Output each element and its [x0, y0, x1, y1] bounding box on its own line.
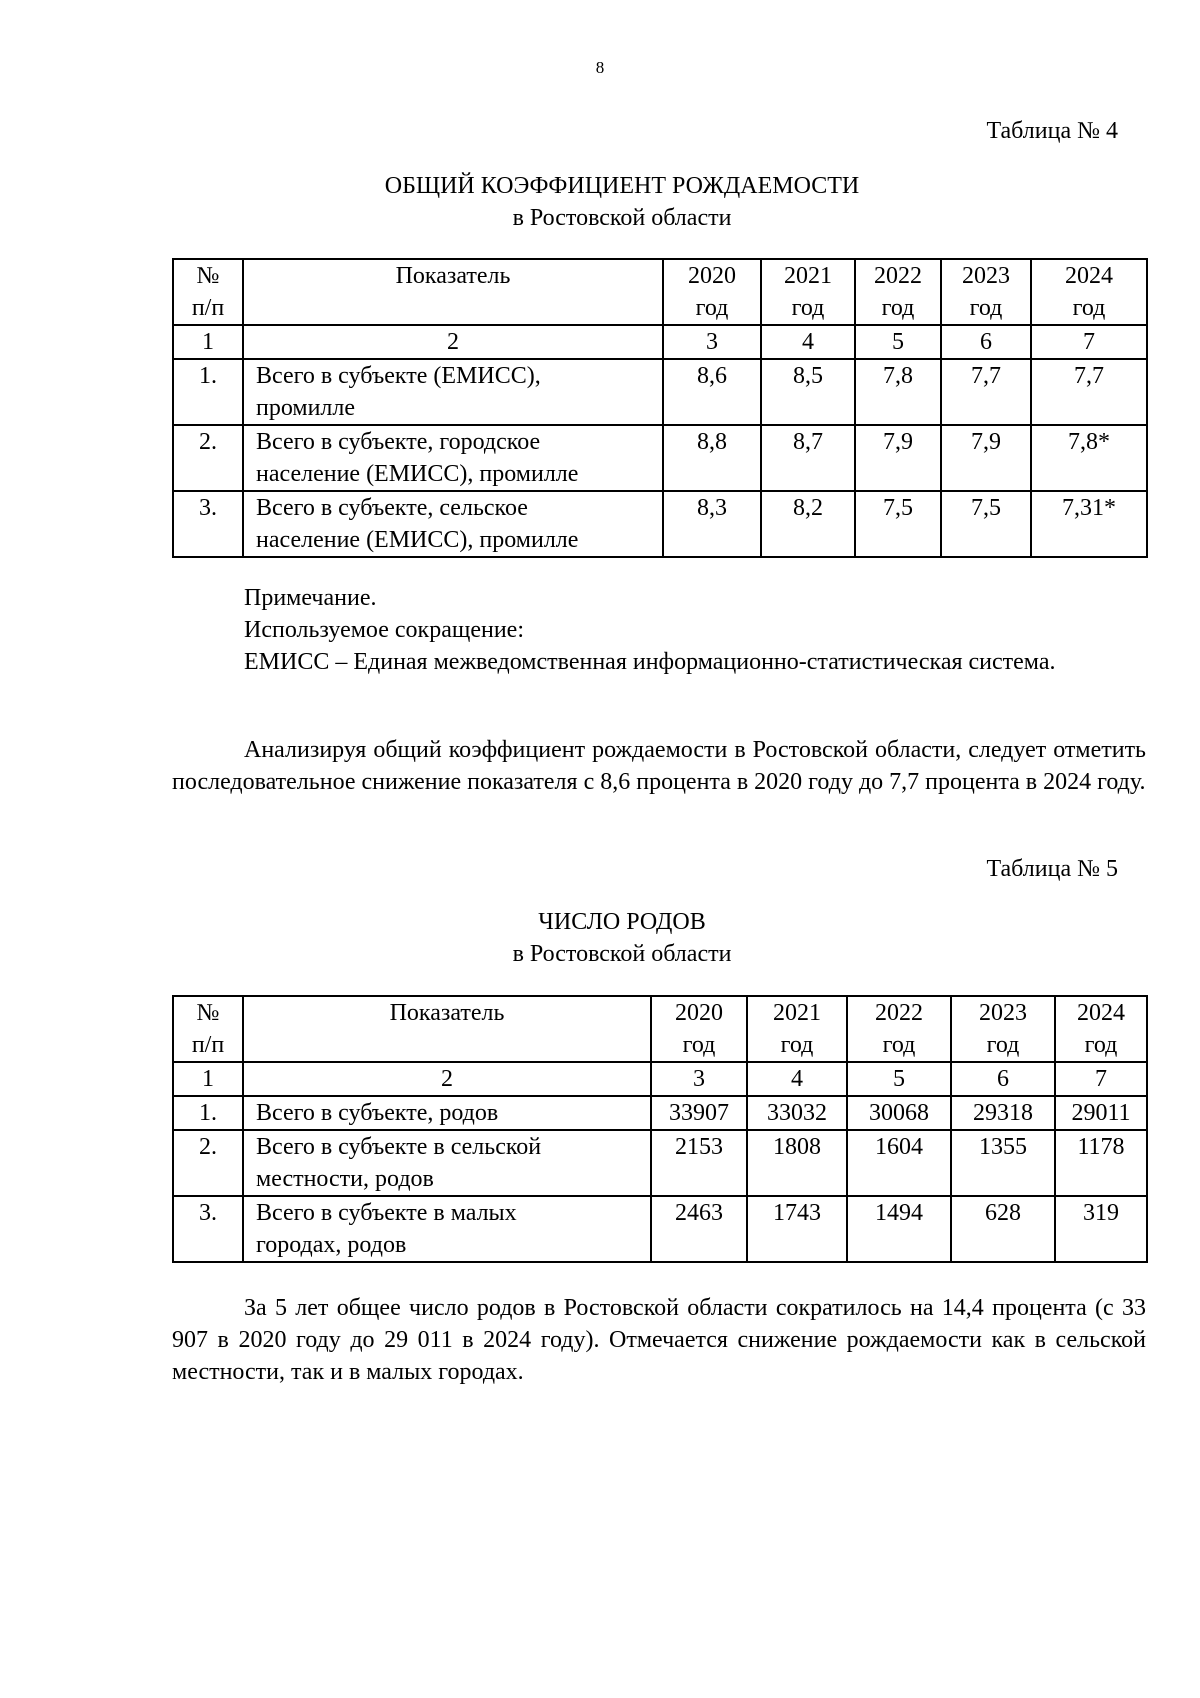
cell-value: 8,3 [663, 491, 761, 557]
row-indicator: Всего в субъекте, родов [243, 1096, 651, 1130]
cell-value: 7,9 [855, 425, 941, 491]
cell-value: 7,31* [1031, 491, 1147, 557]
header-year-2022: 2022 год [847, 996, 951, 1062]
col-number: 6 [951, 1062, 1055, 1096]
cell-value: 1355 [951, 1130, 1055, 1196]
table5 [172, 995, 1148, 1263]
header-indicator: Показатель [243, 259, 663, 325]
header-year-2024: 2024 год [1055, 996, 1147, 1062]
header-indicator: Показатель [243, 996, 651, 1062]
header-year-2023: 2023 год [941, 259, 1031, 325]
cell-value: 1494 [847, 1196, 951, 1262]
col-number: 2 [243, 325, 663, 359]
header-year-2024: 2024 год [1031, 259, 1147, 325]
row-indicator: Всего в субъекте, городское население (ЕМИСС), промилле [243, 425, 663, 491]
table4 [172, 258, 1148, 558]
cell-value: 7,5 [855, 491, 941, 557]
paragraph-1 [172, 734, 1146, 798]
cell-value: 7,8 [855, 359, 941, 425]
header-year-2023: 2023 год [951, 996, 1055, 1062]
cell-value: 7,9 [941, 425, 1031, 491]
header-num: № п/п [173, 259, 243, 325]
col-number: 5 [855, 325, 941, 359]
col-number: 6 [941, 325, 1031, 359]
note-abbreviation-label: Используемое сокращение: [244, 617, 524, 643]
col-number: 3 [651, 1062, 747, 1096]
col-number: 4 [761, 325, 855, 359]
cell-value: 7,7 [941, 359, 1031, 425]
row-indicator: Всего в субъекте в малых городах, родов [243, 1196, 651, 1262]
table5-title: ЧИСЛО РОДОВ [538, 909, 706, 935]
col-number: 4 [747, 1062, 847, 1096]
table5-subtitle: в Ростовской области [512, 941, 732, 967]
header-year-2020: 2020 год [663, 259, 761, 325]
note-abbreviation-text: ЕМИСС – Единая межведомственная информационно-статистическая система. [244, 649, 1056, 675]
table4-subtitle: в Ростовской области [512, 205, 732, 231]
col-number: 1 [173, 325, 243, 359]
note-block [172, 582, 1146, 678]
table-row [173, 1096, 1147, 1130]
paragraph-2 [172, 1292, 1146, 1388]
table-header-row [173, 259, 1147, 325]
column-number-row [173, 1062, 1147, 1096]
cell-value: 7,7 [1031, 359, 1147, 425]
table5-title-block [172, 906, 1072, 970]
row-number: 3. [173, 1196, 243, 1262]
cell-value: 8,8 [663, 425, 761, 491]
cell-value: 7,8* [1031, 425, 1147, 491]
header-year-2022: 2022 год [855, 259, 941, 325]
row-indicator: Всего в субъекте (ЕМИСС), промилле [243, 359, 663, 425]
cell-value: 33907 [651, 1096, 747, 1130]
col-number: 2 [243, 1062, 651, 1096]
table-row [173, 491, 1147, 557]
row-indicator: Всего в субъекте, сельское население (ЕМИСС), промилле [243, 491, 663, 557]
header-year-2021: 2021 год [761, 259, 855, 325]
row-number: 3. [173, 491, 243, 557]
table4-title-block [172, 170, 1072, 234]
col-number: 5 [847, 1062, 951, 1096]
table4-label: Таблица № 4 [986, 118, 1118, 144]
header-year-2021: 2021 год [747, 996, 847, 1062]
table-row [173, 425, 1147, 491]
table-row [173, 1130, 1147, 1196]
cell-value: 8,5 [761, 359, 855, 425]
cell-value: 2463 [651, 1196, 747, 1262]
cell-value: 8,2 [761, 491, 855, 557]
col-number: 7 [1031, 325, 1147, 359]
cell-value: 1808 [747, 1130, 847, 1196]
table-row [173, 359, 1147, 425]
cell-value: 2153 [651, 1130, 747, 1196]
row-number: 2. [173, 425, 243, 491]
cell-value: 7,5 [941, 491, 1031, 557]
cell-value: 8,7 [761, 425, 855, 491]
row-number: 1. [173, 1096, 243, 1130]
table-row [173, 1196, 1147, 1262]
cell-value: 33032 [747, 1096, 847, 1130]
paragraph-2-text: За 5 лет общее число родов в Ростовской области сократилось на 14,4 процента (с 33 907 в 2020 году до 29 011 в 2024 году). Отмечается снижение рождаемости как в сельской местности, так и в малых городах. [172, 1295, 1146, 1385]
cell-value: 30068 [847, 1096, 951, 1130]
paragraph-1-text: Анализируя общий коэффициент рождаемости в Ростовской области, следует отметить последовательное снижение показателя с 8,6 процента в 2020 году до 7,7 процента в 2024 году. [172, 737, 1146, 795]
note-heading: Примечание. [244, 585, 377, 611]
column-number-row [173, 325, 1147, 359]
cell-value: 29318 [951, 1096, 1055, 1130]
col-number: 3 [663, 325, 761, 359]
page-number: 8 [595, 58, 605, 77]
cell-value: 1604 [847, 1130, 951, 1196]
row-number: 2. [173, 1130, 243, 1196]
header-year-2020: 2020 год [651, 996, 747, 1062]
cell-value: 628 [951, 1196, 1055, 1262]
table5-label: Таблица № 5 [986, 856, 1118, 882]
col-number: 1 [173, 1062, 243, 1096]
row-indicator: Всего в субъекте в сельской местности, родов [243, 1130, 651, 1196]
table-header-row [173, 996, 1147, 1062]
cell-value: 1743 [747, 1196, 847, 1262]
row-number: 1. [173, 359, 243, 425]
header-num: № п/п [173, 996, 243, 1062]
col-number: 7 [1055, 1062, 1147, 1096]
table4-title: ОБЩИЙ КОЭФФИЦИЕНТ РОЖДАЕМОСТИ [384, 173, 860, 199]
cell-value: 319 [1055, 1196, 1147, 1262]
cell-value: 29011 [1055, 1096, 1147, 1130]
cell-value: 1178 [1055, 1130, 1147, 1196]
cell-value: 8,6 [663, 359, 761, 425]
